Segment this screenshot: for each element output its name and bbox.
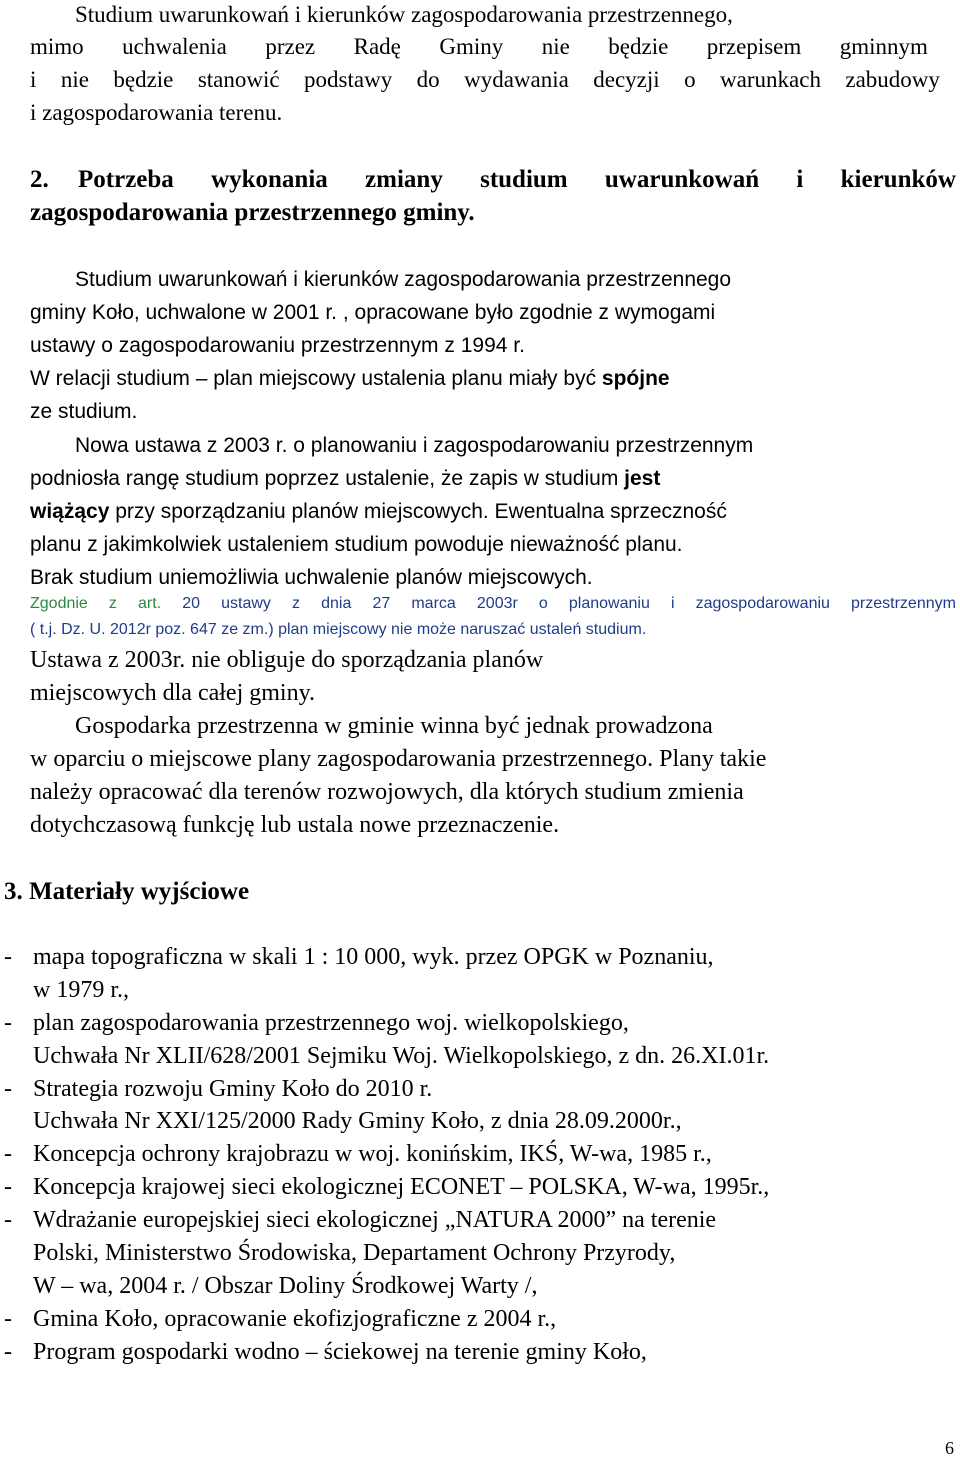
list-bullet: -: [4, 1339, 12, 1365]
word: zmiany: [365, 166, 443, 193]
word: Zgodnie: [30, 595, 88, 612]
word: będzie: [608, 34, 669, 59]
p1-line-1: Studium uwarunkowań i kierunków zagospodarowania przestrzennego,: [75, 2, 733, 27]
word: zabudowy: [845, 67, 940, 92]
list-item-6-line-2: Polski, Ministerstwo Środowiska, Departament Ochrony Przyrody,: [33, 1240, 676, 1266]
p2-line-9: planu z jakimkolwiek ustaleniem studium powoduje nieważność planu.: [30, 533, 683, 556]
list-item-6-line-3: W – wa, 2004 r. / Obszar Doliny Środkowej Warty /,: [33, 1273, 538, 1299]
p2-line-3: ustawy o zagospodarowaniu przestrzennym z 1994 r.: [30, 334, 525, 357]
word: przez: [265, 34, 316, 59]
list-bullet: -: [4, 944, 12, 970]
word: i: [796, 166, 804, 193]
list-item-6-line-1: Wdrażanie europejskiej sieci ekologicznej „NATURA 2000” na terenie: [33, 1207, 717, 1233]
word: 20: [182, 595, 201, 612]
list-item-5: Koncepcja krajowej sieci ekologicznej ECONET – POLSKA, W-wa, 1995r.,: [33, 1174, 770, 1200]
word: o: [684, 67, 696, 92]
p2-line-1: Studium uwarunkowań i kierunków zagospodarowania przestrzennego: [75, 268, 732, 291]
list-item-8: Program gospodarki wodno – ściekowej na terenie gminy Koło,: [33, 1339, 647, 1365]
list-bullet: -: [4, 1207, 12, 1233]
text: W relacji studium – plan miejscowy ustalenia planu miały być: [30, 367, 602, 390]
p2-line-10: Brak studium uniemożliwia uchwalenie planów miejscowych.: [30, 566, 593, 589]
word: Radę: [353, 34, 401, 59]
list-bullet: -: [4, 1141, 12, 1167]
section-3-heading: 3. Materiały wyjściowe: [4, 878, 250, 905]
word: planowaniu: [568, 595, 650, 612]
list-item-4: Koncepcja ochrony krajobrazu w woj. konińskim, IKŚ, W-wa, 1985 r.,: [33, 1141, 712, 1167]
text: podniosła rangę studium poprzez ustalenie, że zapis w studium: [30, 467, 625, 490]
word: uwarunkowań: [604, 166, 760, 193]
word: 2003r: [476, 595, 518, 612]
section-2-heading-line-1: [78, 165, 956, 195]
p3-line-5: należy opracować dla terenów rozwojowych, dla których studium zmienia: [30, 779, 744, 805]
word: stanowić: [197, 67, 280, 92]
p2-line-5: ze studium.: [30, 400, 138, 423]
list-item-2-line-2: Uchwała Nr XLII/628/2001 Sejmiku Woj. Wielkopolskiego, z dn. 26.XI.01r.: [33, 1043, 770, 1069]
word: 27: [372, 595, 391, 612]
p3-line-2: miejscowych dla całej gminy.: [30, 680, 316, 706]
word: kierunków: [840, 166, 956, 193]
p3-line-6: dotychczasową funkcję lub ustala nowe przeznaczenie.: [30, 812, 560, 838]
word: mimo: [30, 34, 84, 59]
word: podstawy: [304, 67, 393, 92]
word: nie: [60, 67, 89, 92]
page-number: 6: [945, 1438, 954, 1458]
word: studium: [480, 166, 568, 193]
bold-spojne: spójne: [601, 367, 670, 390]
text: przy sporządzaniu planów miejscowych. Ewentualna sprzeczność: [109, 500, 727, 523]
word: wydawania: [464, 67, 569, 92]
word: przestrzennym: [851, 595, 956, 612]
p3-line-1: Ustawa z 2003r. nie obliguje do sporządzania planów: [30, 647, 544, 673]
list-item-3-line-2: Uchwała Nr XXI/125/2000 Rady Gminy Koło, z dnia 28.09.2000r.,: [33, 1108, 682, 1134]
p3-line-4: w oparciu o miejscowe plany zagospodarowania przestrzennego. Plany takie: [30, 746, 767, 772]
word: decyzji: [593, 67, 660, 92]
p1-line-3: [30, 65, 940, 95]
list-item-1-line-2: w 1979 r.,: [33, 977, 129, 1003]
word: o: [538, 595, 548, 612]
section-2-number: 2.: [30, 166, 49, 193]
word: marca: [411, 595, 456, 612]
bold-wiazacy: wiążący: [30, 500, 110, 523]
p1-line-2: [30, 32, 928, 62]
word: Gminy: [439, 34, 504, 59]
word: Potrzeba: [78, 166, 174, 193]
word: wykonania: [211, 166, 328, 193]
p3-line-3: Gospodarka przestrzenna w gminie winna być jednak prowadzona: [75, 713, 713, 739]
word: gminnym: [839, 34, 928, 59]
p1-line-4: i zagospodarowania terenu.: [30, 100, 283, 125]
word: z: [108, 595, 117, 612]
word: i: [30, 67, 37, 92]
p2-line-7: [30, 464, 660, 494]
list-bullet: -: [4, 1174, 12, 1200]
list-item-1-line-1: mapa topograficzna w skali 1 : 10 000, wyk. przez OPGK w Poznaniu,: [33, 944, 714, 970]
word: dnia: [321, 595, 352, 612]
list-bullet: -: [4, 1076, 12, 1102]
word: będzie: [113, 67, 174, 92]
bold-jest: jest: [624, 467, 661, 490]
word: przepisem: [706, 34, 802, 59]
note-line-2: ( t.j. Dz. U. 2012r poz. 647 ze zm.) plan miejscowy nie może naruszać ustaleń studium.: [30, 621, 647, 638]
list-bullet: -: [4, 1306, 12, 1332]
p2-line-2: gminy Koło, uchwalone w 2001 r. , opracowane było zgodnie z wymogami: [30, 301, 716, 324]
word: ustawy: [221, 595, 271, 612]
p2-line-4: [30, 364, 670, 394]
p2-line-6: Nowa ustawa z 2003 r. o planowaniu i zagospodarowaniu przestrzennym: [75, 434, 754, 457]
list-item-7: Gmina Koło, opracowanie ekofizjograficzne z 2004 r.,: [33, 1306, 557, 1332]
section-2-heading-line-2: zagospodarowania przestrzennego gminy.: [30, 199, 475, 226]
note-line-1: [30, 593, 956, 615]
word: zagospodarowaniu: [695, 595, 830, 612]
list-item-2-line-1: plan zagospodarowania przestrzennego woj. wielkopolskiego,: [33, 1010, 629, 1036]
word: art.: [138, 595, 162, 612]
p2-line-8: [30, 497, 727, 527]
word: z: [292, 595, 301, 612]
list-bullet: -: [4, 1010, 12, 1036]
word: nie: [541, 34, 570, 59]
word: warunkach: [720, 67, 821, 92]
word: do: [416, 67, 440, 92]
word: uchwalenia: [122, 34, 227, 59]
word: i: [670, 595, 675, 612]
list-item-3-line-1: Strategia rozwoju Gminy Koło do 2010 r.: [33, 1076, 433, 1102]
